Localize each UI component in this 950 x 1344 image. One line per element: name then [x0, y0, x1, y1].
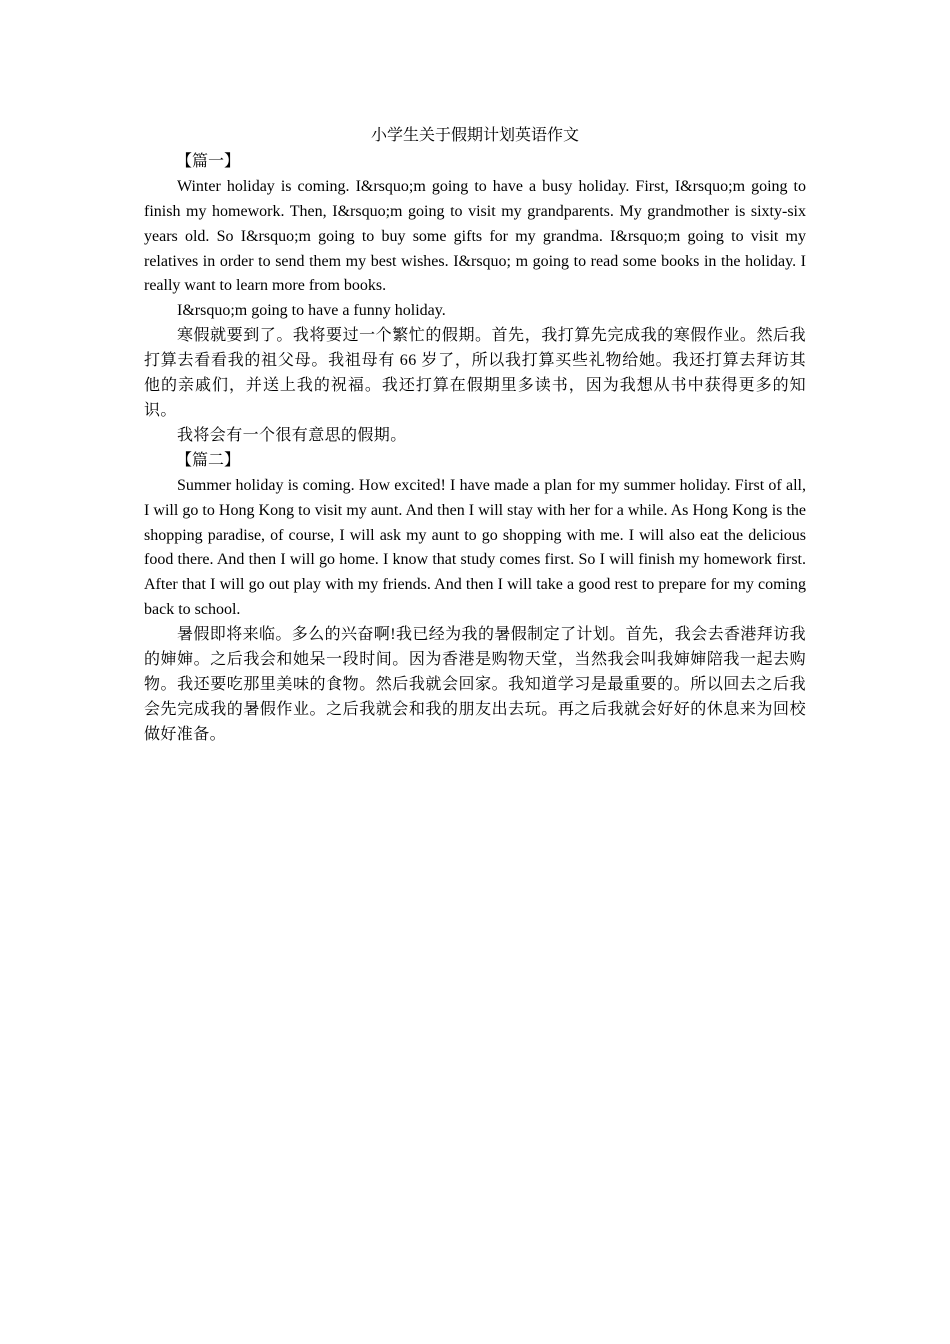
- paragraph-cn-1: 寒假就要到了。我将要过一个繁忙的假期。首先，我打算先完成我的寒假作业。然后我打算去看看我的祖父母。我祖母有 66 岁了，所以我打算买些礼物给她。我还打算去拜访其他的亲戚们，并送上我的祝福。我还打算在假期里多读书，因为我想从书中获得更多的知识。: [144, 327, 806, 419]
- section-heading-1: 【篇一】: [176, 152, 241, 170]
- paragraph-en-2: I&rsquo;m going to have a funny holiday.: [177, 302, 446, 320]
- section-heading-2: 【篇二】: [176, 451, 241, 469]
- document-page: [144, 124, 806, 748]
- document-title: 小学生关于假期计划英语作文: [370, 127, 579, 144]
- paragraph-cn-3: 暑假即将来临。多么的兴奋啊!我已经为我的暑假制定了计划。首先，我会去香港拜访我的婶婶。之后我会和她呆一段时间。因为香港是购物天堂，当然我会叫我婶婶陪我一起去购物。我还要吃那里美味的食物。然后我就会回家。我知道学习是最重要的。所以回去之后我会先完成我的暑假作业。之后我就会和我的朋友出去玩。再之后我就会好好的休息来为回校做好准备。: [144, 626, 806, 743]
- paragraph-en-3: Summer holiday is coming. How excited! I have made a plan for my summer holiday. First of all, I will go to Hong Kong to visit my aunt. And then I will stay with her for a while. As Hong Kong is the shopping paradise, of course, I will ask my aunt to go shopping with me. I will also eat the delicious food there. And then I will go home. I know that study comes first. So I will finish my homework first. After that I will go out play with my friends. And then I will take a good rest to prepare for my coming back to school.: [144, 476, 806, 619]
- paragraph-en-1: Winter holiday is coming. I&rsquo;m going to have a busy holiday. First, I&rsquo;m going to finish my homework. Then, I&rsquo;m going to visit my grandparents. My grandmother is sixty-six years old. So I&rsquo;m going to buy some gifts for my grandma. I&rsquo;m going to visit my relatives in order to send them my best wishes. I&rsquo; m going to read some books in the holiday. I really want to learn more from books.: [144, 177, 806, 295]
- paragraph-cn-2: 我将会有一个很有意思的假期。: [177, 426, 407, 444]
